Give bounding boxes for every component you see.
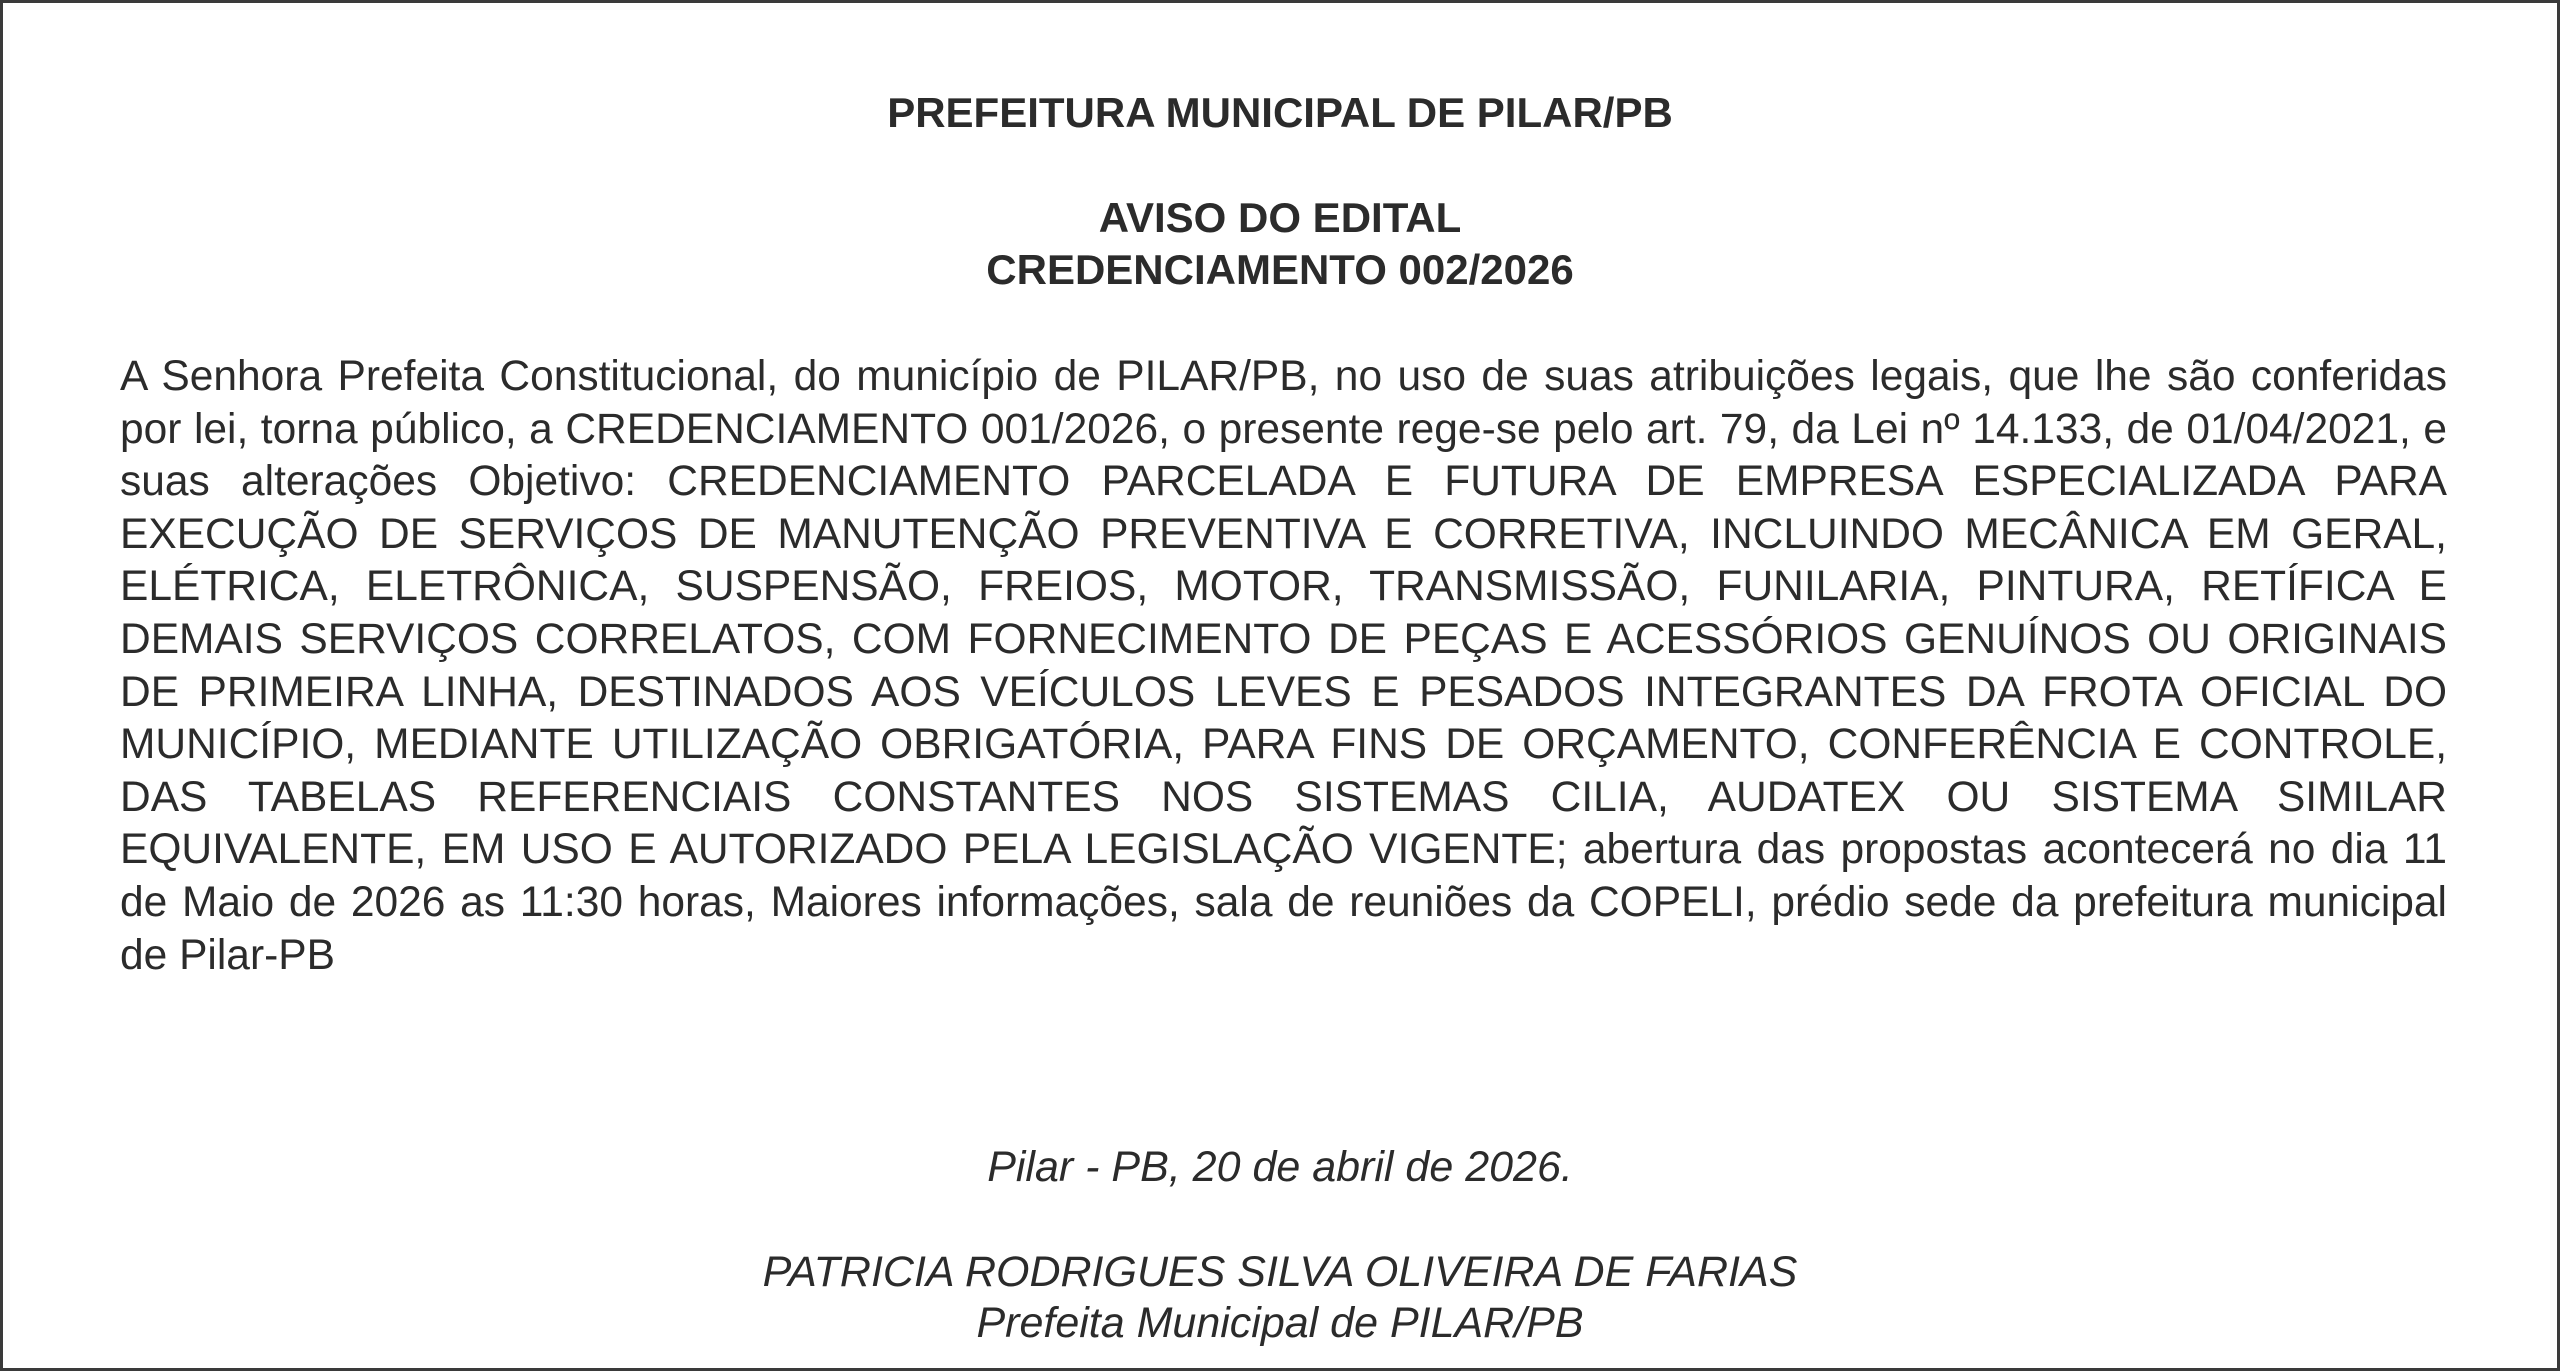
notice-title: AVISO DO EDITAL — [1098, 194, 1462, 241]
signer-role: Prefeita Municipal de PILAR/PB — [976, 1299, 1584, 1347]
organization-heading: PREFEITURA MUNICIPAL DE PILAR/PB — [887, 89, 1673, 136]
notice-body-paragraph: A Senhora Prefeita Constitucional, do município de PILAR/PB, no uso de suas atribuições legais, que lhe são conferidas por lei, torna público, a CREDENCIAMENTO 001/2026, o presente rege-se pelo art. 79, da Lei nº 14.133, de 01/04/2021, e suas alterações Objetivo: CREDENCIAMENTO PARCELADA E FUTURA DE EMPRESA ESPECIALIZADA PARA EXECUÇÃO DE SERVIÇOS DE MANUTENÇÃO PREVENTIVA E CORRETIVA, INCLUINDO MECÂNICA EM GERAL, ELÉTRICA, ELETRÔNICA, SUSPENSÃO, FREIOS, MOTOR, TRANSMISSÃO, FUNILARIA, PINTURA, RETÍFICA E DEMAIS SERVIÇOS CORRELATOS, COM FORNECIMENTO DE PEÇAS E ACESSÓRIOS GENUÍNOS OU ORIGINAIS DE PRIMEIRA LINHA, DESTINADOS AOS VEÍCULOS LEVES E PESADOS INTEGRANTES DA FROTA OFICIAL DO MUNICÍPIO, MEDIANTE UTILIZAÇÃO OBRIGATÓRIA, PARA FINS DE ORÇAMENTO, CONFERÊNCIA E CONTROLE, DAS TABELAS REFERENCIAIS CONSTANTES NOS SISTEMAS CILIA, AUDATEX OU SISTEMA SIMILAR EQUIVALENTE, EM USO E AUTORIZADO PELA LEGISLAÇÃO VIGENTE; abertura das propostas acontecerá no dia 11 de Maio de 2026 as 11:30 horas, Maiores informações, sala de reuniões da COPELI, prédio sede da prefeitura municipal de Pilar-PB — [120, 353, 2447, 979]
notice-number: CREDENCIAMENTO 002/2026 — [986, 246, 1574, 293]
date-line: Pilar - PB, 20 de abril de 2026. — [987, 1143, 1573, 1191]
signer-name: PATRICIA RODRIGUES SILVA OLIVEIRA DE FARIAS — [762, 1248, 1798, 1296]
